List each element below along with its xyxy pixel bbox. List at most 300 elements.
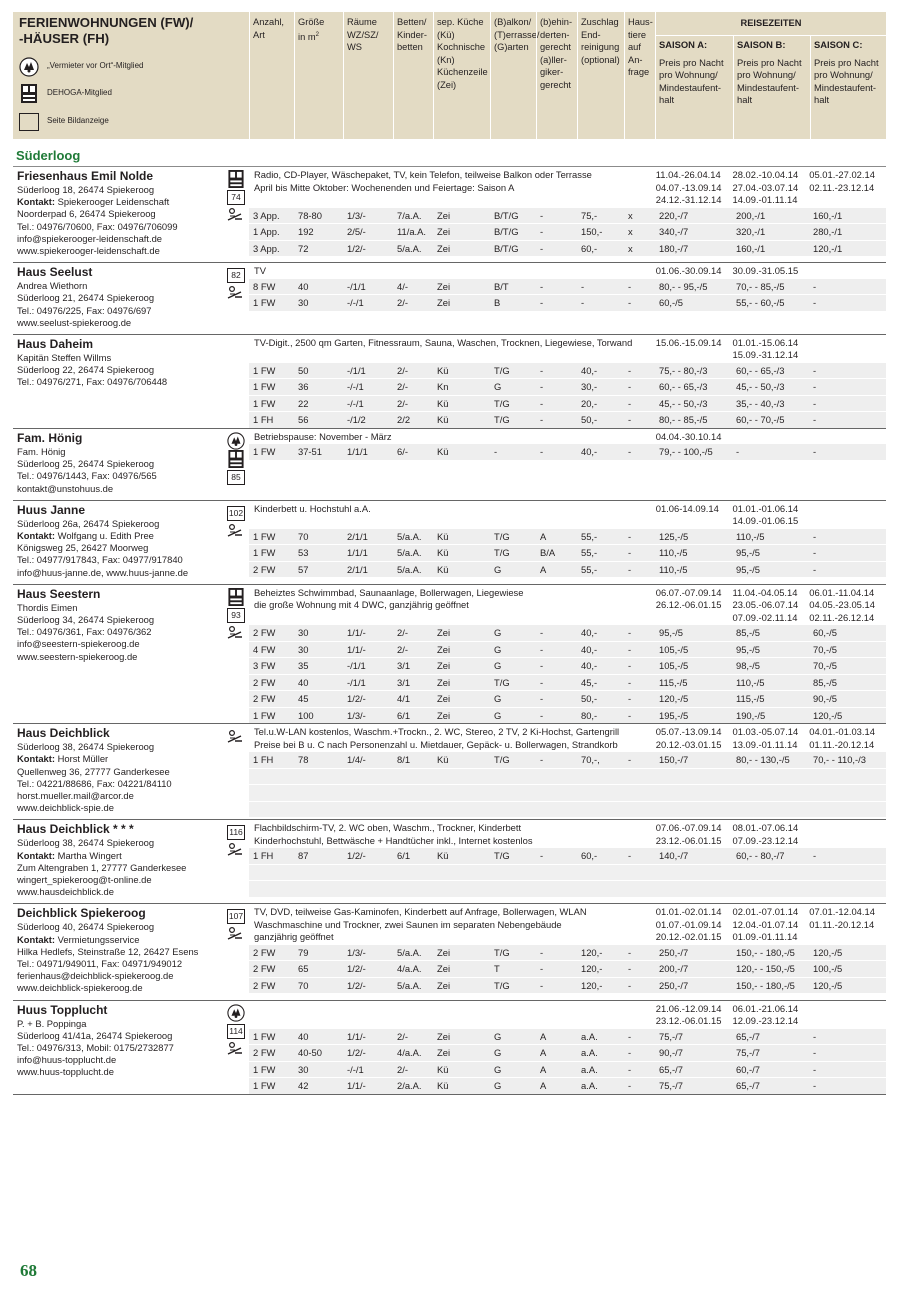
table-cell: a.A. (581, 1030, 598, 1042)
listing-entry (13, 501, 886, 585)
table-row (249, 1077, 886, 1094)
table-cell: 2/- (397, 643, 408, 655)
table-cell: - (628, 627, 632, 639)
table-cell: 5/a.A. (397, 979, 422, 991)
empty-row (249, 768, 886, 785)
beach-lounger-icon (227, 842, 245, 856)
table-cell: 98,-/5 (736, 660, 760, 672)
table-cell: 120,- (581, 963, 603, 975)
col-header-groesse: Größe in $m^2$ (294, 12, 343, 139)
table-cell: Kü (437, 530, 449, 542)
contact-line: info@huus-janne.de, www.huus-janne.de (17, 566, 189, 578)
table-cell: 22 (298, 397, 309, 409)
table-cell: -/1/1 (347, 676, 366, 688)
bildanzeige-page-ref: 74 (227, 190, 245, 205)
listing-info (249, 585, 886, 625)
listing-info (249, 820, 886, 847)
season-dates: 02.01.-07.01.14 12.04.-01.07.14 01.09.-01.11.14 (732, 906, 799, 943)
table-cell: 5/a.A. (397, 242, 422, 254)
contact-line: Hilka Hedlefs, Steinstraße 12, 26427 Esens (17, 945, 199, 957)
table-cell: Kü (437, 364, 449, 376)
table-cell: Kü (437, 397, 449, 409)
contact-line: Kontakt: Vermietungsservice (17, 933, 140, 945)
table-cell: Zei (437, 1030, 451, 1042)
table-cell: G (494, 709, 502, 721)
table-cell: 192 (298, 226, 314, 237)
col-header-haustiere: Haus- tiere auf An- frage (624, 12, 655, 139)
table-cell: 80,- - 130,-/5 (736, 754, 790, 766)
table-cell: G (494, 643, 502, 655)
table-cell: - (813, 850, 817, 862)
table-cell: 78-80 (298, 209, 322, 221)
table-cell: T/G (494, 530, 510, 542)
listing-icons (227, 170, 245, 223)
table-row (249, 294, 886, 311)
beach-lounger-icon (227, 1041, 245, 1055)
table-cell: - (628, 364, 632, 376)
table-cell: 11/a.A. (397, 226, 427, 237)
bildanzeige-page-ref: 85 (227, 470, 245, 485)
table-cell: -/-/1 (347, 397, 364, 409)
contact-line: info@spiekerooger-leidenschaft.de (17, 232, 163, 244)
beach-lounger-icon (227, 729, 245, 743)
table-header (13, 12, 886, 139)
table-cell: 3 App. (253, 242, 280, 254)
listing-entry (13, 904, 886, 1000)
legend-label: „Vermieter vor Ort“-Mitglied (47, 61, 144, 71)
table-cell: T/G (494, 397, 510, 409)
col-header-raeume: Räume WZ/SZ/ WS (343, 12, 393, 139)
contact-line: P. + B. Poppinga (17, 1017, 87, 1029)
table-cell: a.A. (581, 1063, 598, 1075)
season-dates: 15.06.-15.09.14 (655, 336, 722, 348)
table-cell: - (628, 850, 632, 862)
table-cell: - (540, 242, 544, 254)
listing-details (249, 1001, 886, 1094)
listing-details (249, 820, 886, 897)
contact-line: Kontakt: Martha Wingert (17, 849, 122, 861)
table-cell: G (494, 1080, 502, 1092)
table-cell: - (540, 364, 544, 376)
table-cell: 195,-/5 (659, 709, 689, 721)
table-cell: 40 (298, 1030, 309, 1042)
listing-details (249, 335, 886, 428)
listing-description: Betriebspause: November - März (254, 430, 392, 442)
season-dates: 01.06.-30.09.14 (655, 265, 722, 277)
table-cell: 95,-/5 (736, 547, 760, 559)
table-cell: 40 (298, 280, 309, 292)
table-cell: 105,-/5 (659, 660, 689, 672)
table-cell: 180,-/7 (659, 242, 689, 254)
table-row (249, 1028, 886, 1045)
page-title-line-1: FERIENWOHNUNGEN (FW)/ (19, 15, 194, 30)
table-cell: B/T/G (494, 242, 519, 254)
table-cell: 55,- (581, 563, 598, 575)
season-dates: 30.09.-31.05.15 (732, 265, 799, 277)
table-cell: - (540, 446, 544, 458)
table-cell: 160,-/1 (736, 242, 766, 254)
table-cell: - (813, 397, 817, 409)
table-cell: 4/a.A. (397, 963, 422, 975)
table-cell: 110,-/5 (659, 563, 688, 575)
bildanzeige-box-icon (19, 112, 39, 131)
reisezeiten-title: REISEZEITEN (656, 12, 886, 36)
col-header-gerecht: (b)ehin- derten- gerecht (a)ller- giker- gerecht (536, 12, 577, 139)
table-cell: 60,- - 65,-/3 (736, 364, 785, 376)
table-cell: - (540, 676, 544, 688)
table-cell: - (628, 709, 632, 721)
legend-dehoga (19, 84, 112, 103)
table-cell: 2/- (397, 381, 408, 393)
table-cell: 1/2/- (347, 242, 366, 254)
table-cell: 190,-/5 (736, 709, 766, 721)
table-cell: 1 FW (253, 530, 276, 542)
table-cell: Zei (437, 979, 451, 991)
table-cell: - (628, 297, 632, 309)
table-cell: 6/- (397, 446, 408, 458)
listing-entry (13, 585, 886, 725)
table-cell: 30,- (581, 381, 598, 393)
table-cell: G (494, 381, 502, 393)
page-number: 68 (20, 1261, 37, 1280)
table-cell: - (628, 414, 632, 426)
table-cell: - (736, 446, 740, 458)
contact-line: Tel.: 04971/949011, Fax: 04971/949012 (17, 958, 183, 970)
listing-icons (227, 266, 245, 301)
listing-info (249, 724, 886, 751)
table-cell: 120,-/5 (813, 979, 843, 991)
table-cell: - (628, 754, 632, 766)
listing-entry (13, 429, 886, 501)
table-cell: - (813, 563, 817, 575)
table-cell: 1 FW (253, 364, 276, 376)
bildanzeige-page-ref: 107 (227, 909, 245, 924)
table-cell: -/-/1 (347, 297, 364, 309)
table-cell: 79,- - 100,-/5 (659, 446, 713, 458)
table-cell: - (540, 693, 544, 705)
table-cell: x (628, 226, 633, 237)
bildanzeige-page-ref: 116 (227, 825, 245, 840)
table-cell: 60,- - 65,-/3 (659, 381, 708, 393)
contact-line: Süderloog 34, 26474 Spiekeroog (17, 613, 155, 625)
dehoga-icon (227, 450, 245, 468)
table-cell: 20,- (581, 397, 598, 409)
table-cell: A (540, 1047, 547, 1059)
table-cell: 2/- (397, 1030, 408, 1042)
table-cell: 6/1 (397, 850, 411, 862)
section-title: Süderloog (16, 148, 81, 163)
beach-lounger-icon (227, 207, 245, 221)
contact-line: Tel.: 04976/225, Fax: 04976/697 (17, 304, 152, 316)
contact-line: info@huus-topplucht.de (17, 1054, 117, 1066)
contact-line: kontakt@unstohuus.de (17, 482, 114, 494)
table-cell: Zei (437, 693, 451, 705)
listing-icons (227, 432, 245, 487)
table-cell: T/G (494, 547, 510, 559)
listing-info (249, 335, 886, 362)
table-cell: 3 App. (253, 209, 280, 221)
table-cell: - (540, 754, 544, 766)
table-cell: 1/1/1 (347, 547, 368, 559)
table-cell: 5/a.A. (397, 547, 422, 559)
table-cell: 60,-/7 (736, 1063, 760, 1075)
contact-line: Tel.: 04976/361, Fax: 04976/362 (17, 626, 152, 638)
table-cell: 120,- (581, 946, 603, 958)
page (13, 12, 886, 1095)
table-cell: 1 FW (253, 1063, 276, 1075)
listing-icons (227, 727, 245, 745)
table-cell: - (813, 1080, 817, 1092)
table-cell: - (628, 693, 632, 705)
table-cell: 1 FH (253, 850, 274, 862)
listing-name: Deichblick Spiekeroog (17, 906, 146, 921)
table-cell: 100,-/5 (813, 963, 843, 975)
table-cell: 5/a.A. (397, 563, 422, 575)
table-cell: 8/1 (397, 754, 411, 766)
table-cell: - (494, 446, 498, 458)
season-dates: 06.01.-11.04.14 04.05.-23.05.14 02.11.-26.12.14 (809, 586, 875, 623)
table-cell: - (813, 1030, 817, 1042)
table-cell: 87 (298, 850, 309, 862)
table-cell: 65,-/7 (736, 1030, 760, 1042)
table-cell: 55,- - 60,-/5 (736, 297, 785, 309)
table-cell: 125,-/5 (659, 530, 689, 542)
table-cell: A (540, 1080, 547, 1092)
listing-info (249, 263, 886, 278)
table-cell: 2/- (397, 364, 408, 376)
table-cell: - (581, 297, 585, 309)
contact-line: ferienhaus@deichblick-spiekeroog.de (17, 970, 174, 982)
table-row (249, 362, 886, 379)
contact-line: www.seelust-spiekeroog.de (17, 316, 132, 328)
table-cell: a.A. (581, 1080, 598, 1092)
table-cell: 95,-/5 (736, 643, 760, 655)
contact-line: Thordis Eimen (17, 601, 78, 613)
header-title-cell (13, 12, 249, 139)
listing-details (249, 263, 886, 311)
listing-name: Haus Deichblick * * * (17, 822, 134, 837)
table-cell: - (540, 297, 544, 309)
table-cell: 120,-/5 (813, 709, 843, 721)
table-cell: - (540, 963, 544, 975)
table-cell: 6/1 (397, 709, 411, 721)
contact-line: Süderloog 26a, 26474 Spiekeroog (17, 517, 160, 529)
season-dates: 05.07.-13.09.14 20.12.-03.01.15 (655, 726, 722, 750)
table-cell: - (540, 643, 544, 655)
contact-line: Tel.: 04976/271, Fax: 04976/706448 (17, 376, 168, 388)
contact-line: Süderloog 22, 26474 Spiekeroog (17, 364, 155, 376)
table-cell: A (540, 1030, 547, 1042)
bildanzeige-page-ref: 114 (227, 1024, 245, 1039)
season-dates: 01.01.-01.06.14 14.09.-01.06.15 (732, 502, 799, 527)
listing-contact (17, 906, 222, 994)
table-cell: 56 (298, 414, 309, 426)
table-cell: 65,-/7 (736, 1080, 760, 1092)
contact-line: www.seestern-spiekeroog.de (17, 650, 138, 662)
table-cell: 40,- (581, 660, 598, 672)
season-dates: 05.01.-27.02.14 02.11.-23.12.14 (809, 169, 875, 193)
table-cell: 120,-/5 (659, 693, 689, 705)
table-cell: 1/1/1 (347, 446, 368, 458)
table-cell: 30 (298, 643, 309, 655)
table-cell: - (540, 381, 544, 393)
table-cell: Zei (437, 1047, 451, 1059)
table-cell: - (628, 946, 632, 958)
listing-details (249, 904, 886, 993)
table-cell: - (813, 280, 817, 292)
table-cell: 120,- - 150,-/5 (736, 963, 795, 975)
table-cell: 1 FW (253, 397, 276, 409)
listing-details (249, 501, 886, 578)
table-cell: 50,- (581, 414, 598, 426)
table-cell: G (494, 1047, 502, 1059)
table-cell: 70,-/5 (813, 643, 837, 655)
table-cell: B/T/G (494, 226, 519, 237)
listing-contact (17, 265, 222, 329)
table-cell: - (628, 963, 632, 975)
contact-line: Fam. Hönig (17, 445, 66, 457)
listing-contact (17, 337, 222, 389)
listing-name: Haus Daheim (17, 336, 94, 351)
listing-entry (13, 820, 886, 904)
beach-lounger-icon (227, 625, 245, 639)
table-cell: 120,- (581, 979, 603, 991)
table-cell: 90,-/7 (659, 1047, 683, 1059)
season-dates: 04.04.-30.10.14 (655, 430, 722, 442)
table-cell: 2/1/1 (347, 563, 368, 575)
table-cell: 55,- (581, 547, 598, 559)
table-cell: 4/a.A. (397, 1047, 422, 1059)
table-cell: 36 (298, 381, 309, 393)
table-cell: T/G (494, 979, 510, 991)
listing-entry (13, 335, 886, 429)
table-cell: - (628, 1030, 632, 1042)
listing-name: Haus Deichblick (17, 726, 110, 741)
table-cell: 150,- (581, 226, 603, 237)
contact-line: Süderloog 38, 26474 Spiekeroog (17, 837, 155, 849)
table-cell: Kü (437, 850, 449, 862)
listing-icons (227, 588, 245, 641)
table-row (249, 378, 886, 395)
contact-line: Süderloog 38, 26474 Spiekeroog (17, 741, 155, 753)
beach-lounger-icon (227, 285, 245, 299)
table-cell: 160,-/1 (813, 209, 843, 221)
listing-description: TV (254, 265, 266, 277)
table-cell: - (628, 547, 632, 559)
listing-description: Tel.u.W-LAN kostenlos, Waschm.+Trockn., 2. WC, Stereo, 2 TV, 2 Ki-Hochst, Gartengrill Preise bei B u. C nach Personenzahl u. Mietdauer, Gepäck- u. Bollerwagen, Strandkorb (254, 726, 620, 750)
reisezeiten-header (655, 12, 886, 139)
contact-line: wingert_spiekeroog@t-online.de (17, 874, 152, 886)
listing-description: Flachbildschirm-TV, 2. WC oben, Waschm., Trockner, Kinderbett Kinderhochstuhl, Bettwäsche + Handtücher inkl., Internet kostenlos (254, 822, 533, 846)
season-dates: 01.01.-02.01.14 01.07.-01.09.14 20.12.-02.01.15 (655, 906, 722, 943)
vermieter-vor-ort-icon (227, 432, 245, 450)
table-cell: - (628, 979, 632, 991)
table-row (249, 395, 886, 412)
table-cell: 110,-/5 (736, 530, 765, 542)
table-cell: 1/1/- (347, 1030, 366, 1042)
listing-contact (17, 726, 222, 814)
bildanzeige-page-ref: 93 (227, 608, 245, 623)
table-cell: Zei (437, 280, 451, 292)
contact-line: Kapitän Steffen Willms (17, 351, 112, 363)
season-dates: 21.06.-12.09.14 23.12.-06.01.15 (655, 1002, 722, 1027)
season-dates (809, 1003, 886, 1028)
table-cell: 70,- - 110,-/3 (813, 754, 866, 766)
table-cell: 1 FW (253, 1030, 276, 1042)
table-cell: Zei (437, 676, 451, 688)
saison-c-header: SAISON C: Preis pro Nacht pro Wohnung/ Mindestaufent- halt (810, 36, 887, 139)
contact-line: Tel.: 04976/1443, Fax: 04976/565 (17, 470, 157, 482)
beach-lounger-icon (227, 523, 245, 537)
table-cell: Zei (437, 963, 451, 975)
table-cell: Zei (437, 660, 451, 672)
table-cell: 60,-/5 (659, 297, 683, 309)
table-cell: 95,-/5 (736, 563, 760, 575)
table-cell: 2 FW (253, 946, 276, 958)
table-cell: 3/1 (397, 660, 411, 672)
table-row (249, 690, 886, 707)
listing-name: Haus Seestern (17, 586, 101, 601)
table-cell: - (540, 414, 544, 426)
table-cell: 2/a.A. (397, 1080, 422, 1092)
contact-line: Tel.: 04976/313, Mobil: 0175/2732877 (17, 1042, 174, 1054)
table-cell: T/G (494, 946, 510, 958)
table-cell: 40,- (581, 364, 598, 376)
table-cell: - (813, 1063, 817, 1075)
table-row (249, 847, 886, 864)
col-header-balkon: (B)alkon/ (T)errasse/ (G)arten (490, 12, 536, 139)
table-cell: G (494, 693, 502, 705)
table-cell: A (540, 1063, 547, 1075)
contact-line: Andrea Wiethorn (17, 280, 88, 292)
table-cell: T/G (494, 754, 510, 766)
season-dates (809, 337, 886, 362)
table-cell: 40-50 (298, 1047, 322, 1059)
table-cell: - (540, 946, 544, 958)
table-cell: - (813, 530, 817, 542)
table-cell: 53 (298, 547, 309, 559)
beach-lounger-icon (227, 926, 245, 940)
bildanzeige-page-ref: 102 (227, 506, 245, 521)
table-cell: - (628, 676, 632, 688)
season-dates (809, 822, 886, 847)
table-cell: 110,-/5 (659, 547, 688, 559)
table-cell: 1 App. (253, 226, 280, 237)
table-cell: 1 FW (253, 381, 276, 393)
listing-description: Beheiztes Schwimmbad, Saunaanlage, Bollerwagen, Liegewiese die große Wohnung mit 4 DWC, ganzjährig geöffnet (254, 586, 524, 611)
table-cell: 7/a.A. (397, 209, 422, 221)
listing-name: Fam. Hönig (17, 430, 83, 445)
contact-line: Tel.: 04976/70600, Fax: 04976/706099 (17, 220, 178, 232)
table-cell: 1 FH (253, 414, 274, 426)
table-cell: - (628, 381, 632, 393)
contact-line: Süderloog 40, 26474 Spiekeroog (17, 921, 155, 933)
table-cell: 2 FW (253, 693, 276, 705)
table-cell: - (540, 209, 544, 221)
table-cell: 5/a.A. (397, 530, 422, 542)
legend-bildanzeige (19, 112, 109, 131)
table-cell: 200,-/1 (736, 209, 766, 221)
table-cell: 1 FW (253, 709, 276, 721)
table-cell: - (813, 1047, 817, 1059)
table-cell: 60,- - 70,-/5 (736, 414, 785, 426)
table-cell: 40,- (581, 446, 598, 458)
table-cell: G (494, 627, 502, 639)
table-cell: Zei (437, 709, 451, 721)
table-cell: 85,-/5 (813, 676, 837, 688)
empty-row (249, 801, 886, 818)
table-cell: 65 (298, 963, 309, 975)
